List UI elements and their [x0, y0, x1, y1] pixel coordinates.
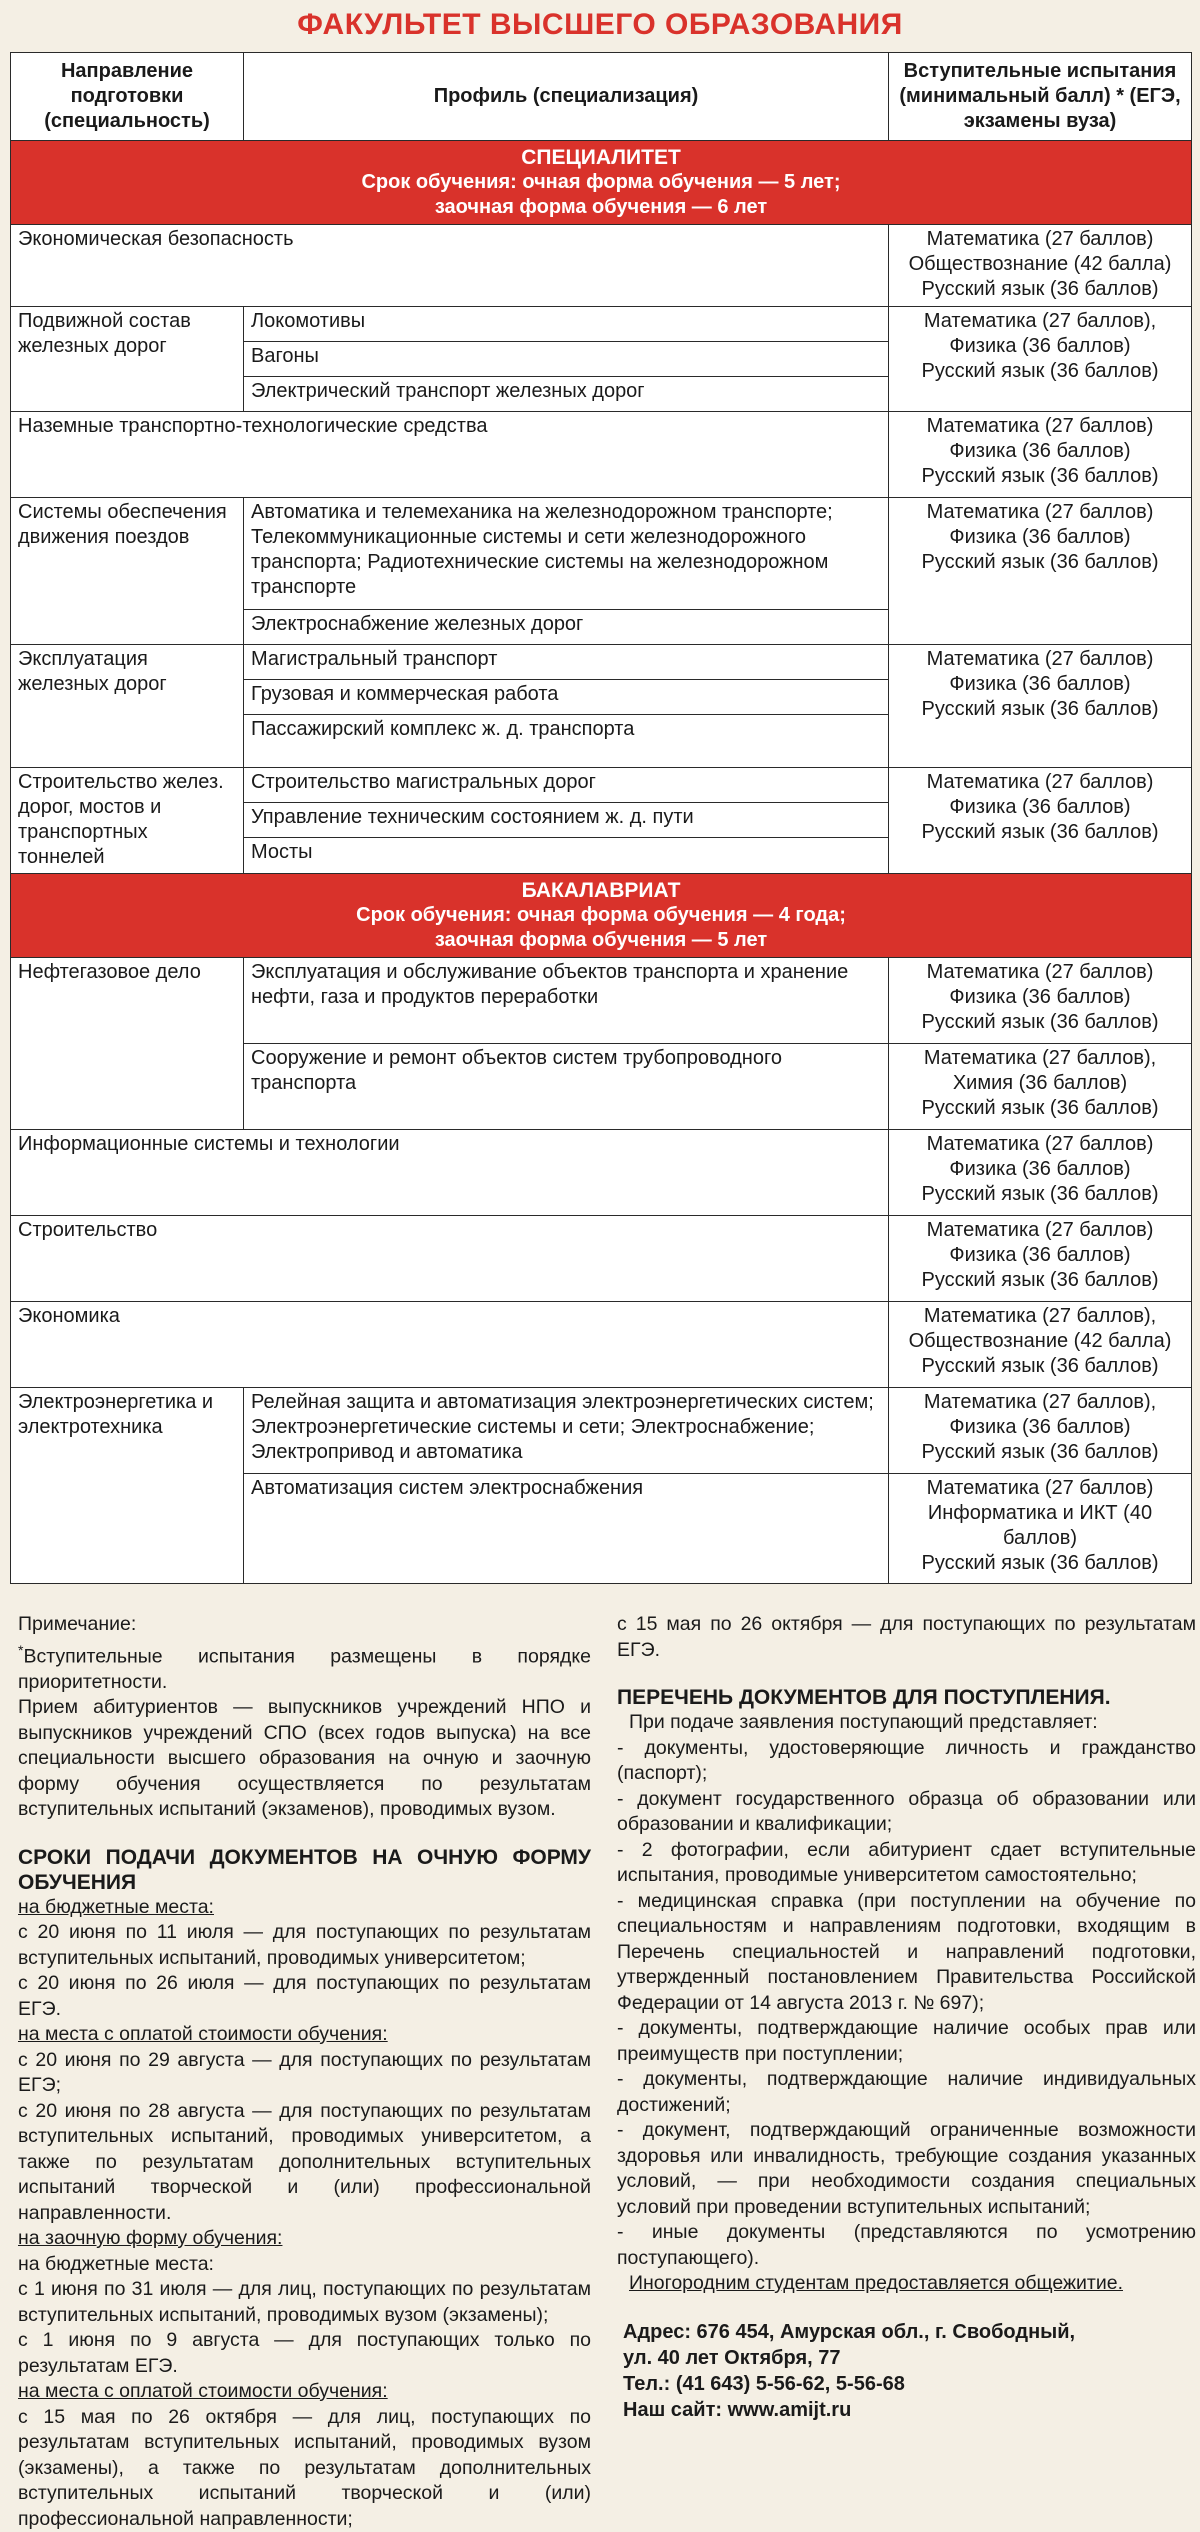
extramural-budget-item: с 1 июня по 31 июля — для лиц, поступающих по результатам вступительных испытаний, проводимых вузом (экзамены); [18, 2277, 591, 2328]
extramural-label: на заочную форму обучения: [18, 2226, 591, 2252]
extramural-paid-item: с 15 мая по 26 октября — для лиц, поступающих по результатам вступительных испытаний, проводимых вузом (экзамены), а также по результатам дополнительных вступительных испытаний творческой и (или) профессиональной направленности; [18, 2405, 591, 2532]
doc-item: - 2 фотографии, если абитуриент сдает вступительные испытания, проводимые университетом самостоятельно; [617, 1838, 1196, 1889]
docs-intro: При подаче заявления поступающий представляет: [617, 1710, 1196, 1736]
profile-cell: Сооружение и ремонт объектов систем трубопроводного транспорта [244, 1044, 889, 1130]
profile-cell: Пассажирский комплекс ж. д. транспорта [244, 715, 889, 768]
profile-cell: Локомотивы [244, 307, 889, 342]
paid-label: на места с оплатой стоимости обучения: [18, 2022, 591, 2048]
table-row [11, 225, 1192, 307]
direction-cell: Эксплуатация железных дорог [11, 645, 244, 768]
deadlines-heading: СРОКИ ПОДАЧИ ДОКУМЕНТОВ НА ОЧНУЮ ФОРМУ ОБУЧЕНИЯ [18, 1845, 591, 1895]
header-exams: Вступительные испытания (минимальный балл) * (ЕГЭ, экзамены вуза) [889, 53, 1192, 141]
profile-cell: Строительство магистральных дорог [244, 768, 889, 803]
band-title: БАКАЛАВРИАТ [17, 878, 1185, 903]
exam-line: Математика (27 баллов) [896, 1132, 1184, 1157]
exam-line: Русский язык (36 баллов) [896, 1268, 1184, 1293]
exam-line: Русский язык (36 баллов) [896, 550, 1184, 575]
doc-item: - документы, подтверждающие наличие индивидуальных достижений; [617, 2067, 1196, 2118]
exam-line: Физика (36 баллов) [896, 439, 1184, 464]
exam-cell [889, 1044, 1192, 1130]
extramural-budget-item: с 1 июня по 9 августа — для поступающих только по результатам ЕГЭ. [18, 2328, 591, 2379]
phone-line: Тел.: (41 643) 5-56-62, 5-56-68 [623, 2371, 1196, 2397]
exam-line: Математика (27 баллов) [896, 647, 1184, 672]
table-row [11, 645, 1192, 680]
direction-cell: Наземные транспортно-технологические средства [11, 412, 889, 498]
exam-line: Математика (27 баллов) [896, 414, 1184, 439]
exam-line: Обществознание (42 балла) [896, 1329, 1184, 1354]
table-row [11, 1388, 1192, 1474]
extramural-paid-item: с 15 мая по 26 октября — для поступающих по результатам ЕГЭ. [617, 1612, 1196, 1663]
exam-line: Русский язык (36 баллов) [896, 277, 1184, 302]
profile-cell: Управление техническим состоянием ж. д. пути [244, 803, 889, 838]
direction-cell: Экономическая безопасность [11, 225, 889, 307]
band-line: заочная форма обучения — 6 лет [17, 195, 1185, 220]
exam-cell [889, 1130, 1192, 1216]
exam-line: Русский язык (36 баллов) [896, 1010, 1184, 1035]
profile-cell: Вагоны [244, 342, 889, 377]
profile-cell: Электрический транспорт железных дорог [244, 377, 889, 412]
doc-item: - документ, подтверждающий ограниченные возможности здоровья или инвалидность, требующие создания указанных условий, — при необходимости создания специальных условий при проведении вступительных испытаний; [617, 2118, 1196, 2220]
table-row [11, 1216, 1192, 1302]
exam-line: Физика (36 баллов) [896, 1415, 1184, 1440]
exam-line: Физика (36 баллов) [896, 795, 1184, 820]
budget-item: с 20 июня по 26 июля — для поступающих по результатам ЕГЭ. [18, 1971, 591, 2022]
exam-line: Математика (27 баллов) [896, 500, 1184, 525]
exam-line: Русский язык (36 баллов) [896, 1354, 1184, 1379]
table-row [11, 1130, 1192, 1216]
doc-item: - документ государственного образца об образовании или образовании и квалификации; [617, 1787, 1196, 1838]
budget-label: на бюджетные места: [18, 1895, 591, 1921]
exam-cell [889, 645, 1192, 768]
table-row [11, 412, 1192, 498]
exam-line: Математика (27 баллов) [896, 1218, 1184, 1243]
exam-line: Физика (36 баллов) [896, 1243, 1184, 1268]
band-line: Срок обучения: очная форма обучения — 5 лет; [17, 170, 1185, 195]
extramural-budget-label: на бюджетные места: [18, 2252, 591, 2278]
address-line: Адрес: 676 454, Амурская обл., г. Свободный, [623, 2319, 1196, 2345]
note-text-content: Вступительные испытания размещены в порядке приоритетности. [18, 1645, 591, 1693]
doc-item: - иные документы (представляются по усмотрению поступающего). [617, 2220, 1196, 2271]
exam-cell [889, 958, 1192, 1044]
exam-cell [889, 498, 1192, 645]
paid-item: с 20 июня по 28 августа — для поступающих по результатам вступительных испытаний, проводимых университетом, а также по результатам дополнительных вступительных испытаний творческой и (или) профессиональной направленности. [18, 2099, 591, 2227]
band-line: Срок обучения: очная форма обучения — 4 года; [17, 903, 1185, 928]
extramural-paid-label: на места с оплатой стоимости обучения: [18, 2379, 591, 2405]
doc-item: - медицинская справка (при поступлении на обучение по специальностям и направлениям подготовки, входящим в Перечень специальностей и направлений подготовки, утвержденный постановлением Правительства Российской Федерации от 14 августа 2013 г. № 697); [617, 1889, 1196, 2017]
note-label: Примечание: [18, 1612, 591, 1638]
exam-line: Физика (36 баллов) [896, 672, 1184, 697]
table-row [11, 307, 1192, 342]
exam-line: Математика (27 баллов) [896, 1476, 1184, 1501]
exam-cell [889, 1388, 1192, 1474]
direction-cell: Подвижной состав железных дорог [11, 307, 244, 412]
exam-line: Математика (27 баллов), [896, 1390, 1184, 1415]
exam-cell [889, 1302, 1192, 1388]
exam-cell [889, 307, 1192, 412]
header-profile: Профиль (специализация) [244, 53, 889, 141]
direction-cell: Информационные системы и технологии [11, 1130, 889, 1216]
direction-cell: Строительство желез. дорог, мостов и транспортных тоннелей [11, 768, 244, 874]
paid-item: с 20 июня по 29 августа — для поступающих по результатам ЕГЭ; [18, 2048, 591, 2099]
notes-right-column [617, 1612, 1196, 2423]
band-line: заочная форма обучения — 5 лет [17, 928, 1185, 953]
notes-left-column [18, 1612, 591, 2532]
exam-line: Химия (36 баллов) [896, 1071, 1184, 1096]
exam-line: Русский язык (36 баллов) [896, 1096, 1184, 1121]
exam-line: Обществознание (42 балла) [896, 252, 1184, 277]
table-row [11, 958, 1192, 1044]
exam-line: Русский язык (36 баллов) [896, 1182, 1184, 1207]
profile-cell: Автоматизация систем электроснабжения [244, 1474, 889, 1584]
budget-item: с 20 июня по 11 июля — для поступающих по результатам вступительных испытаний, проводимых университетом; [18, 1920, 591, 1971]
exam-line: Математика (27 баллов) [896, 227, 1184, 252]
exam-line: Математика (27 баллов), [896, 1046, 1184, 1071]
bachelor-band [11, 874, 1192, 958]
profile-cell: Грузовая и коммерческая работа [244, 680, 889, 715]
direction-cell: Электроэнергетика и электротехника [11, 1388, 244, 1584]
profile-cell: Релейная защита и автоматизация электроэнергетических систем; Электроэнергетические системы и сети; Электроснабжение; Электропривод и автоматика [244, 1388, 889, 1474]
note-star: * [18, 1642, 23, 1658]
table-header-row [11, 53, 1192, 141]
exam-line: Русский язык (36 баллов) [896, 464, 1184, 489]
direction-cell: Строительство [11, 1216, 889, 1302]
address-line: ул. 40 лет Октября, 77 [623, 2345, 1196, 2371]
exam-line: Информатика и ИКТ (40 баллов) [896, 1501, 1184, 1551]
exam-line: Математика (27 баллов) [896, 770, 1184, 795]
profile-cell: Магистральный транспорт [244, 645, 889, 680]
dorm-note: Иногородним студентам предоставляется общежитие. [617, 2271, 1196, 2297]
exam-cell [889, 225, 1192, 307]
docs-heading: ПЕРЕЧЕНЬ ДОКУМЕНТОВ ДЛЯ ПОСТУПЛЕНИЯ. [617, 1685, 1196, 1710]
exam-line: Русский язык (36 баллов) [896, 1551, 1184, 1576]
table-row [11, 768, 1192, 803]
exam-line: Русский язык (36 баллов) [896, 820, 1184, 845]
programs-table [10, 52, 1192, 1584]
exam-line: Математика (27 баллов), [896, 1304, 1184, 1329]
specialitet-band [11, 141, 1192, 225]
doc-item: - документы, удостоверяющие личность и гражданство (паспорт); [617, 1736, 1196, 1787]
direction-cell: Экономика [11, 1302, 889, 1388]
exam-cell [889, 768, 1192, 874]
exam-line: Математика (27 баллов) [896, 960, 1184, 985]
exam-cell [889, 1474, 1192, 1584]
page-title: ФАКУЛЬТЕТ ВЫСШЕГО ОБРАЗОВАНИЯ [0, 8, 1200, 42]
exam-line: Физика (36 баллов) [896, 334, 1184, 359]
note-text [18, 1638, 591, 1696]
exam-line: Физика (36 баллов) [896, 525, 1184, 550]
profile-cell: Автоматика и телемеханика на железнодорожном транспорте; Телекоммуникационные системы и сети железнодорожного транспорта; Радиотехнические системы на железнодорожном транспорте [244, 498, 889, 610]
exam-cell [889, 412, 1192, 498]
profile-cell: Электроснабжение железных дорог [244, 610, 889, 645]
profile-cell: Мосты [244, 838, 889, 874]
exam-line: Русский язык (36 баллов) [896, 697, 1184, 722]
header-direction: Направление подготовки (специальность) [11, 53, 244, 141]
exam-line: Физика (36 баллов) [896, 1157, 1184, 1182]
direction-cell: Нефтегазовое дело [11, 958, 244, 1130]
band-title: СПЕЦИАЛИТЕТ [17, 145, 1185, 170]
exam-line: Математика (27 баллов), [896, 309, 1184, 334]
profile-cell: Эксплуатация и обслуживание объектов транспорта и хранение нефти, газа и продуктов переработки [244, 958, 889, 1044]
admission-text: Прием абитуриентов — выпускников учреждений НПО и выпускников учреждений СПО (всех годов выпуска) на все специальности высшего образования на очную и заочную форму обучения осуществляется по результатам вступительных испытаний (экзаменов), проводимых вузом. [18, 1695, 591, 1823]
doc-item: - документы, подтверждающие наличие особых прав или преимуществ при поступлении; [617, 2016, 1196, 2067]
exam-line: Физика (36 баллов) [896, 985, 1184, 1010]
exam-cell [889, 1216, 1192, 1302]
exam-line: Русский язык (36 баллов) [896, 1440, 1184, 1465]
website-line: Наш сайт: www.amijt.ru [623, 2397, 1196, 2423]
table-row [11, 498, 1192, 610]
exam-line: Русский язык (36 баллов) [896, 359, 1184, 384]
direction-cell: Системы обеспечения движения поездов [11, 498, 244, 645]
table-row [11, 1302, 1192, 1388]
